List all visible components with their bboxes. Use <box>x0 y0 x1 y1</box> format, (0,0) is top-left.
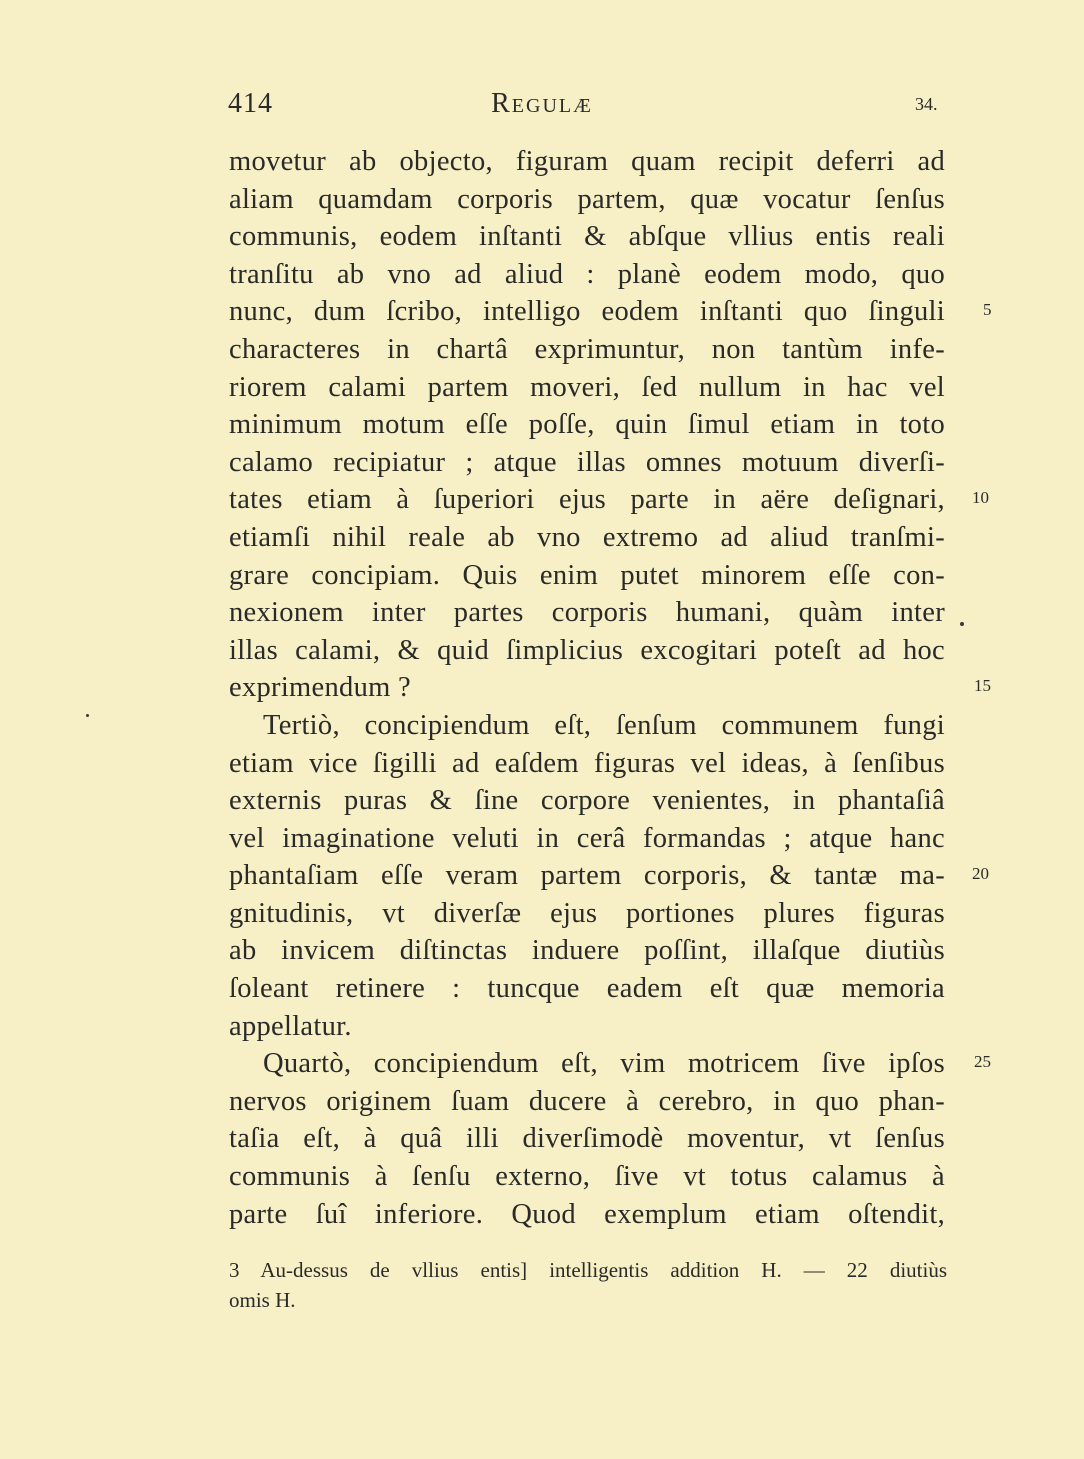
text-line: ſoleant retinere : tuncque eadem eſt quæ memoria <box>229 973 945 1005</box>
footnote-line: omis H. <box>229 1288 296 1312</box>
line-number-margin: 10 <box>972 488 989 507</box>
text-line: Quartò, concipiendum eſt, vim motricem ſive ipſos <box>263 1048 945 1080</box>
text-line: communis à ſenſu externo, ſive vt totus calamus à <box>229 1161 945 1193</box>
text-line: phantaſiam eſſe veram partem corporis, & tantæ ma- <box>229 860 945 892</box>
text-line: taſia eſt, à quâ illi diverſimodè moventur, vt ſenſus <box>229 1123 945 1155</box>
text-line: tranſitu ab vno ad aliud : planè eodem modo, quo <box>229 258 945 290</box>
text-line: Tertiò, concipiendum eſt, ſenſum communem fungi <box>263 709 945 741</box>
text-line: gnitudinis, vt diverſæ ejus portiones plures figuras <box>229 897 945 929</box>
text-line: externis puras & ſine corpore venientes, in phantaſiâ <box>229 785 945 817</box>
text-line: nexionem inter partes corporis humani, quàm inter <box>229 597 945 629</box>
main-text <box>229 143 945 1233</box>
footnote <box>229 1255 947 1315</box>
text-line: illas calami, & quid ſimplicius excogitari poteſt ad hoc <box>229 634 945 666</box>
footnote-line: 3 Au-dessus de vllius entis] intelligentis addition H. — 22 diutiùs <box>229 1258 947 1282</box>
page-number: 414 <box>228 88 273 119</box>
print-speck <box>960 622 964 626</box>
print-speck <box>86 714 89 717</box>
text-line: aliam quamdam corporis partem, quæ vocatur ſenſus <box>229 183 945 215</box>
running-title: Regulæ <box>491 88 593 119</box>
text-line: characteres in chartâ exprimuntur, non tantùm infe- <box>229 333 945 365</box>
text-line: riorem calami partem moveri, ſed nullum in hac vel <box>229 371 945 403</box>
text-line: ab invicem diſtinctas induere poſſint, illaſque diutiùs <box>229 935 945 967</box>
text-line: nunc, dum ſcribo, intelligo eodem inſtanti quo ſinguli <box>229 296 945 328</box>
text-line: movetur ab objecto, figuram quam recipit deferri ad <box>229 146 945 177</box>
running-header <box>0 88 1084 128</box>
text-line: exprimendum ? <box>229 672 411 704</box>
text-line: grare concipiam. Quis enim putet minorem eſſe con- <box>229 559 945 591</box>
text-line: nervos originem ſuam ducere à cerebro, in quo phan- <box>229 1085 945 1117</box>
line-number-margin: 25 <box>974 1052 991 1071</box>
section-number: 34. <box>915 94 938 114</box>
text-line: parte ſuî inferiore. Quod exemplum etiam oſtendit, <box>229 1198 945 1230</box>
text-line: calamo recipiatur ; atque illas omnes motuum diverſi- <box>229 446 945 478</box>
text-line: vel imaginatione veluti in cerâ formandas ; atque hanc <box>229 822 945 854</box>
text-line: etiamſi nihil reale ab vno extremo ad aliud tranſmi- <box>229 521 945 553</box>
line-number-margin: 15 <box>974 676 991 695</box>
text-line: communis, eodem inſtanti & abſque vllius entis reali <box>229 221 945 253</box>
text-line: minimum motum eſſe poſſe, quin ſimul etiam in toto <box>229 409 945 441</box>
line-number-margin: 20 <box>972 864 989 883</box>
text-line: etiam vice ſigilli ad eaſdem figuras vel ideas, à ſenſibus <box>229 747 945 779</box>
text-line: tates etiam à ſuperiori ejus parte in aëre deſignari, <box>229 484 945 516</box>
text-line: appellatur. <box>229 1010 352 1042</box>
line-number-margin: 5 <box>983 300 992 319</box>
